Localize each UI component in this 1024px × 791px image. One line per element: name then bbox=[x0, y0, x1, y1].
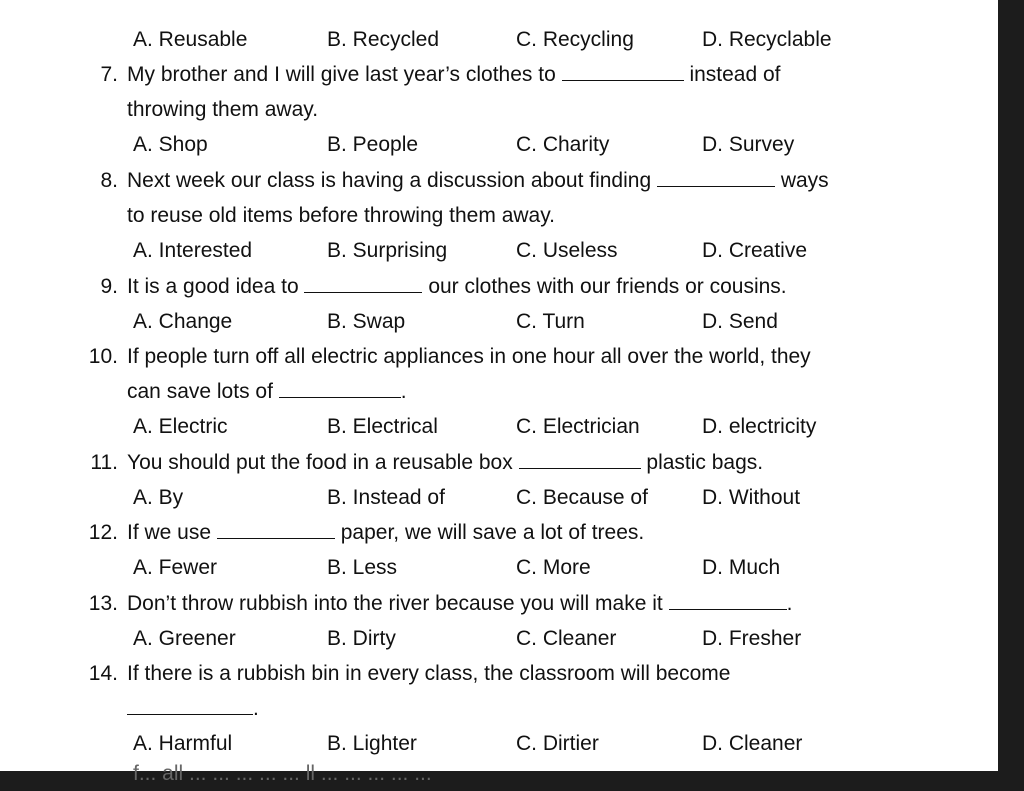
option-d: D. Fresher bbox=[702, 627, 802, 650]
question-text-part: can save lots of bbox=[127, 380, 273, 403]
option-b: B. Instead of bbox=[327, 486, 445, 509]
option-c: C. More bbox=[516, 556, 591, 579]
question-number: 12. bbox=[88, 521, 118, 544]
question-text bbox=[127, 57, 781, 92]
option-d: D. Without bbox=[702, 486, 801, 509]
option-b: B. Dirty bbox=[327, 627, 396, 650]
option-b: B. Lighter bbox=[327, 732, 417, 755]
answer-blank bbox=[657, 164, 775, 187]
question-text-line-2 bbox=[127, 691, 259, 726]
question-text-part: instead of bbox=[689, 63, 781, 86]
cut-off-text: f... all ... ... ... ... ... ll ... ... ... ... ... bbox=[133, 762, 432, 785]
question-text: If people turn off all electric appliances in one hour all over the world, they bbox=[127, 345, 811, 368]
question-text-part: paper, we will save a lot of trees. bbox=[340, 521, 645, 544]
option-a: A. Electric bbox=[133, 415, 228, 438]
option-d: D. Creative bbox=[702, 239, 808, 262]
question-text-line-2: throwing them away. bbox=[127, 98, 319, 121]
question-text-part: . bbox=[400, 380, 407, 403]
option-d: D. Send bbox=[702, 310, 778, 333]
question-text bbox=[127, 269, 787, 304]
question-text-part: plastic bags. bbox=[646, 451, 764, 474]
answer-blank bbox=[669, 587, 787, 610]
option-a: A. Shop bbox=[133, 133, 208, 156]
option-d: D. Survey bbox=[702, 133, 795, 156]
question-number: 14. bbox=[88, 662, 118, 685]
option-c: C. Electrician bbox=[516, 415, 640, 438]
answer-blank bbox=[127, 692, 253, 715]
option-a: A. Reusable bbox=[133, 28, 248, 51]
answer-blank bbox=[562, 58, 684, 81]
question-text bbox=[127, 163, 829, 198]
question-text bbox=[127, 586, 792, 621]
question-text-line-2 bbox=[127, 374, 407, 409]
option-b: B. Swap bbox=[327, 310, 406, 333]
option-d: D. Cleaner bbox=[702, 732, 803, 755]
option-c: C. Turn bbox=[516, 310, 585, 333]
option-a: A. Change bbox=[133, 310, 233, 333]
cut-off-next-line bbox=[133, 762, 653, 785]
option-b: B. Less bbox=[327, 556, 398, 579]
option-c: C. Charity bbox=[516, 133, 610, 156]
question-number: 7. bbox=[100, 63, 118, 86]
option-d: D. electricity bbox=[702, 415, 817, 438]
option-b: B. Surprising bbox=[327, 239, 448, 262]
question-number: 13. bbox=[88, 592, 118, 615]
option-a: A. By bbox=[133, 486, 184, 509]
question-text-part: My brother and I will give last year’s clothes to bbox=[127, 63, 556, 86]
question-text bbox=[127, 515, 644, 550]
question-number: 10. bbox=[88, 345, 118, 368]
option-c: C. Recycling bbox=[516, 28, 634, 51]
option-b: B. Electrical bbox=[327, 415, 438, 438]
option-a: A. Fewer bbox=[133, 556, 218, 579]
question-text-part: It is a good idea to bbox=[127, 275, 299, 298]
question-text-part: Next week our class is having a discussion about finding bbox=[127, 169, 652, 192]
question-number: 11. bbox=[90, 451, 118, 474]
question-text-part: . bbox=[786, 592, 793, 615]
question-number: 9. bbox=[100, 275, 118, 298]
answer-blank bbox=[217, 516, 335, 539]
option-d: D. Recyclable bbox=[702, 28, 832, 51]
question-text-part: If we use bbox=[127, 521, 212, 544]
option-b: B. Recycled bbox=[327, 28, 440, 51]
option-c: C. Useless bbox=[516, 239, 618, 262]
answer-blank bbox=[519, 446, 641, 469]
option-c: C. Because of bbox=[516, 486, 648, 509]
option-a: A. Harmful bbox=[133, 732, 233, 755]
question-text-part: our clothes with our friends or cousins. bbox=[428, 275, 787, 298]
question-number: 8. bbox=[100, 169, 118, 192]
question-text-part: You should put the food in a reusable box bbox=[127, 451, 513, 474]
question-text-part: ways bbox=[780, 169, 829, 192]
question-text-line-2: to reuse old items before throwing them away. bbox=[127, 204, 555, 227]
answer-blank bbox=[304, 270, 422, 293]
option-b: B. People bbox=[327, 133, 419, 156]
option-c: C. Dirtier bbox=[516, 732, 599, 755]
question-text bbox=[127, 445, 763, 480]
answer-blank bbox=[279, 375, 401, 398]
question-text-part: . bbox=[253, 697, 259, 720]
option-d: D. Much bbox=[702, 556, 781, 579]
question-text-part: Don’t throw rubbish into the river because you will make it bbox=[127, 592, 663, 615]
option-a: A. Interested bbox=[133, 239, 253, 262]
option-c: C. Cleaner bbox=[516, 627, 617, 650]
option-a: A. Greener bbox=[133, 627, 236, 650]
question-text: If there is a rubbish bin in every class, the classroom will become bbox=[127, 662, 731, 685]
